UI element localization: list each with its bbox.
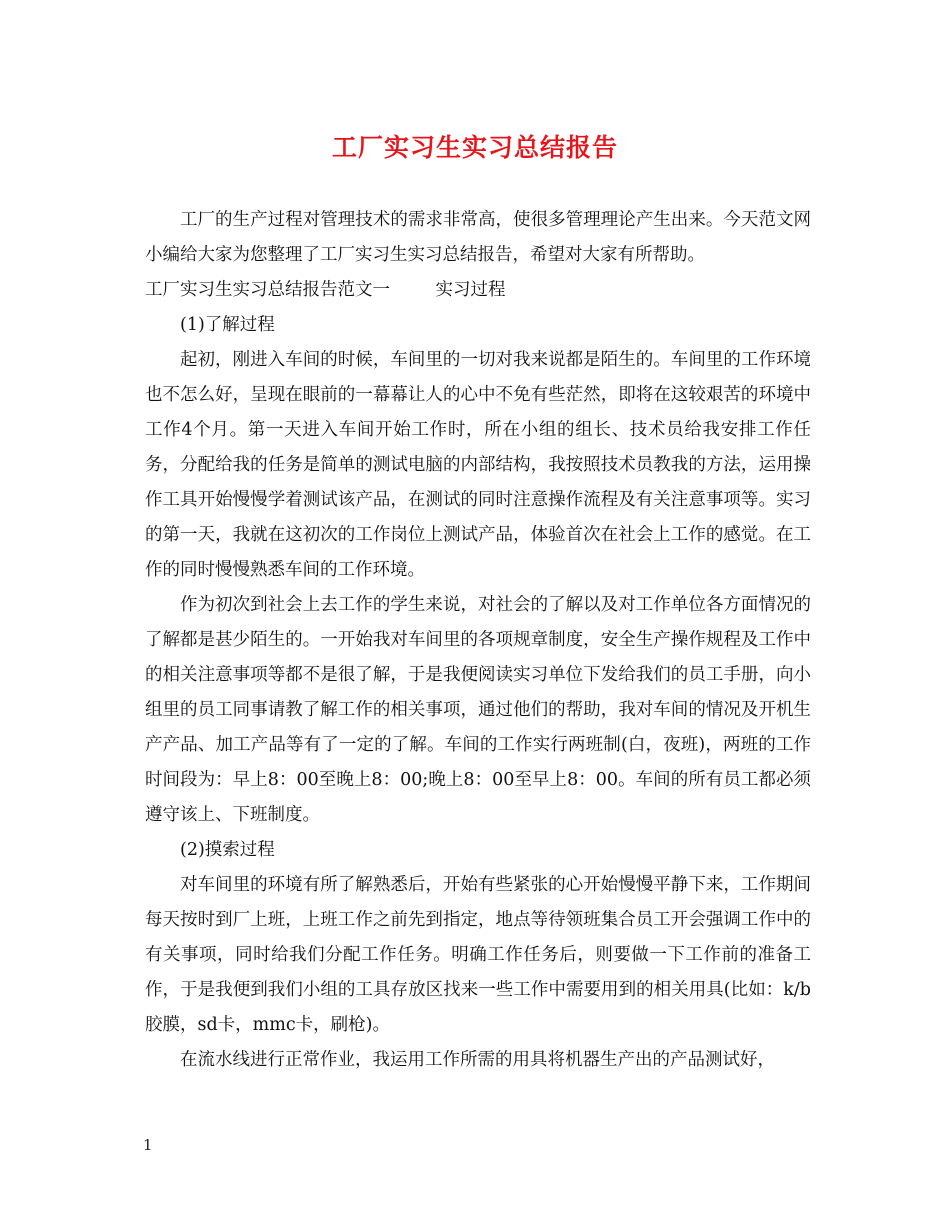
- document-body: [145, 203, 811, 1078]
- intro-paragraph: 工厂的生产过程对管理技术的需求非常高，使很多管理理论产生出来。今天范文网小编给大家为您整理了工厂实习生实习总结报告，希望对大家有所帮助。: [145, 210, 811, 265]
- document-title: 工厂实习生实习总结报告: [331, 133, 618, 162]
- paragraph-4: 在流水线进行正常作业，我运用工作所需的用具将机器生产出的产品测试好，: [180, 1050, 775, 1070]
- paragraph-2: 作为初次到社会上去工作的学生来说，对社会的了解以及对工作单位各方面情况的了解都是甚少陌生的。一开始我对车间里的各项规章制度，安全生产操作规程及工作中的相关注意事项等都不是很了解，于是我便阅读实习单位下发给我们的员工手册，向小组里的员工同事请教了解工作的相关事项，通过他们的帮助，我对车间的情况及开机生产产品、加工产品等有了一定的了解。车间的工作实行两班制(白，夜班)，两班的工作时间段为：早上8：00至晚上8：00;晚上8：00至早上8：00。车间的所有员工都必须遵守该上、下班制度。: [145, 595, 811, 825]
- section-heading: [145, 273, 811, 308]
- paragraph-3: 对车间里的环境有所了解熟悉后，开始有些紧张的心开始慢慢平静下来，工作期间每天按时到厂上班，上班工作之前先到指定，地点等待领班集合员工开会强调工作中的有关事项，同时给我们分配工作任务。明确工作任务后，则要做一下工作前的准备工作，于是我便到我们小组的工具存放区找来一些工作中需要用到的相关用具(比如：k/b胶膜，sd卡，mmc卡，刷枪)。: [145, 875, 811, 1035]
- paragraph-1: 起初，刚进入车间的时候，车间里的一切对我来说都是陌生的。车间里的工作环境也不怎么好，呈现在眼前的一幕幕让人的心中不免有些茫然，即将在这较艰苦的环境中工作4个月。第一天进入车间开始工作时，所在小组的组长、技术员给我安排工作任务，分配给我的任务是简单的测试电脑的内部结构，我按照技术员教我的方法，运用操作工具开始慢慢学着测试该产品，在测试的同时注意操作流程及有关注意事项等。实习的第一天，我就在这初次的工作岗位上测试产品，体验首次在社会上工作的感觉。在工作的同时慢慢熟悉车间的工作环境。: [145, 350, 811, 580]
- subheading-understanding: (1)了解过程: [180, 315, 275, 335]
- page-number: 1: [143, 1136, 153, 1154]
- section-heading-right: 实习过程: [435, 280, 506, 300]
- subheading-exploring: (2)摸索过程: [180, 840, 275, 860]
- section-heading-left: 工厂实习生实习总结报告范文一: [145, 280, 390, 300]
